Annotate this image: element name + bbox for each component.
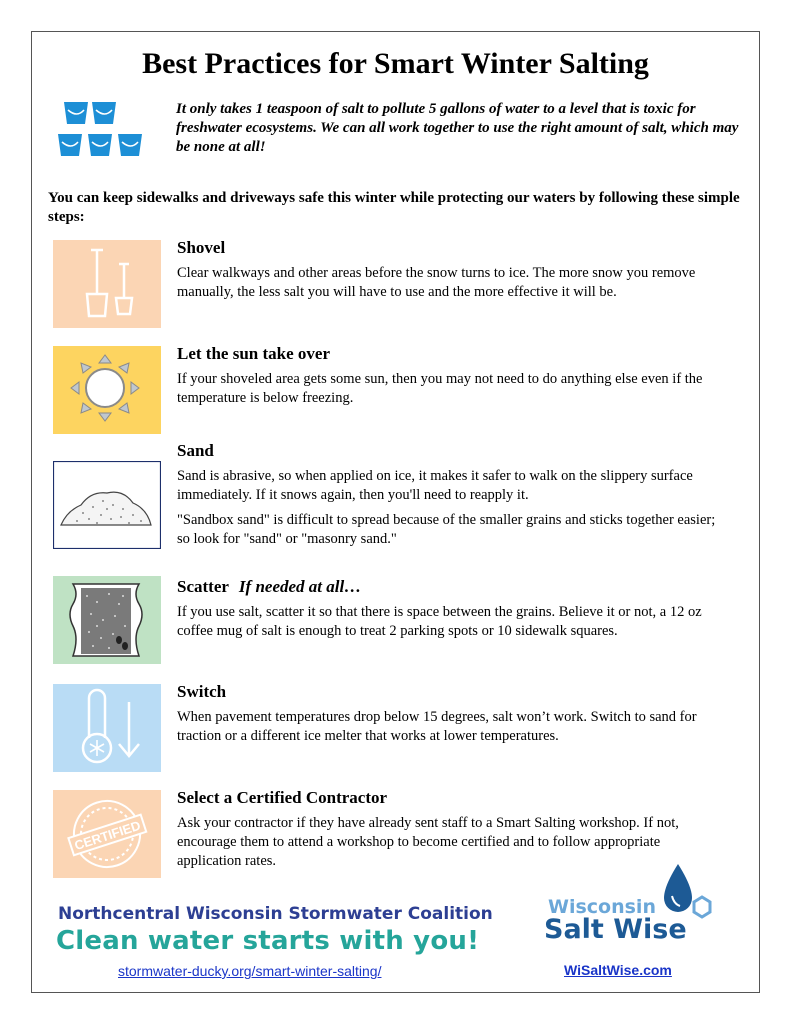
stamp-label: CERTIFIED xyxy=(72,817,143,854)
sun-icon xyxy=(53,346,161,434)
step-body xyxy=(177,264,722,308)
step-paragraph: If your shoveled area gets some sun, then you may not need to do anything else even if the temperature is below freezing. xyxy=(177,371,703,406)
step-heading: Sand xyxy=(177,441,214,460)
step-heading: Scatter If needed at all… xyxy=(177,577,362,596)
step-paragraph: Sand is abrasive, so when applied on ice, it makes it safer to walk on the slippery surface immediately. If it snows again, then you'll need to reapply it. xyxy=(177,468,693,503)
step-sand xyxy=(53,441,753,547)
coalition-link[interactable]: stormwater-ducky.org/smart-winter-salting/ xyxy=(118,963,382,979)
coalition-name: Northcentral Wisconsin Stormwater Coalition xyxy=(58,904,493,924)
water-buckets-icon xyxy=(54,100,159,162)
step-paragraph: Ask your contractor if they have already sent staff to a Smart Salting workshop. If not, encourage them to attend a workshop to become certified and to follow appropriate application rates. xyxy=(177,815,679,869)
certified-stamp-icon xyxy=(53,790,161,878)
step-heading: Select a Certified Contractor xyxy=(177,788,388,807)
step-body xyxy=(177,603,722,647)
step-paragraph: "Sandbox sand" is difficult to spread because of the smaller grains and sticks together easier; so look for "sand" or "masonry sand." xyxy=(177,512,716,547)
step-body xyxy=(177,467,722,555)
step-paragraph: If you use salt, scatter it so that there is space between the grains. Believe it or not, a 12 oz coffee mug of salt is enough to treat 2 parking spots or 10 sidewalk squares. xyxy=(177,604,702,639)
intro-text: It only takes 1 teaspoon of salt to pollute 5 gallons of water to a level that is toxic for freshwater ecosystems. We can all work together to use the right amount of salt, which may be none at all! xyxy=(176,101,739,155)
step-heading: Switch xyxy=(177,682,227,701)
step-paragraph: Clear walkways and other areas before the snow turns to ice. The more snow you remove manually, the less salt you will have to use and the more effective it will be. xyxy=(177,265,696,300)
logo-line-1: Wisconsin xyxy=(548,896,656,918)
scattered-salt-icon xyxy=(53,576,161,664)
lead-text: You can keep sidewalks and driveways safe this winter while protecting our waters by following these simple steps: xyxy=(48,190,740,225)
salt-wise-logo xyxy=(540,862,720,954)
step-subheading: If needed at all… xyxy=(238,577,362,596)
step-shovel xyxy=(53,240,753,330)
step-scatter xyxy=(53,579,753,669)
step-body xyxy=(177,708,722,752)
step-heading: Shovel xyxy=(177,238,226,257)
step-heading: Let the sun take over xyxy=(177,344,330,363)
step-paragraph: When pavement temperatures drop below 15 degrees, salt won’t work. Switch to sand for traction or a different ice melter that works at lower temperatures. xyxy=(177,709,697,744)
step-sun xyxy=(53,346,753,436)
step-switch xyxy=(53,684,753,774)
sand-pile-icon xyxy=(53,461,161,549)
page-title: Best Practices for Smart Winter Salting xyxy=(142,47,649,80)
step-body xyxy=(177,370,722,414)
shovel-icon xyxy=(53,240,161,328)
salt-wise-link[interactable]: WiSaltWise.com xyxy=(564,962,672,978)
tagline: Clean water starts with you! xyxy=(56,926,480,956)
thermometer-icon xyxy=(53,684,161,772)
logo-line-2: Salt Wise xyxy=(544,914,687,945)
